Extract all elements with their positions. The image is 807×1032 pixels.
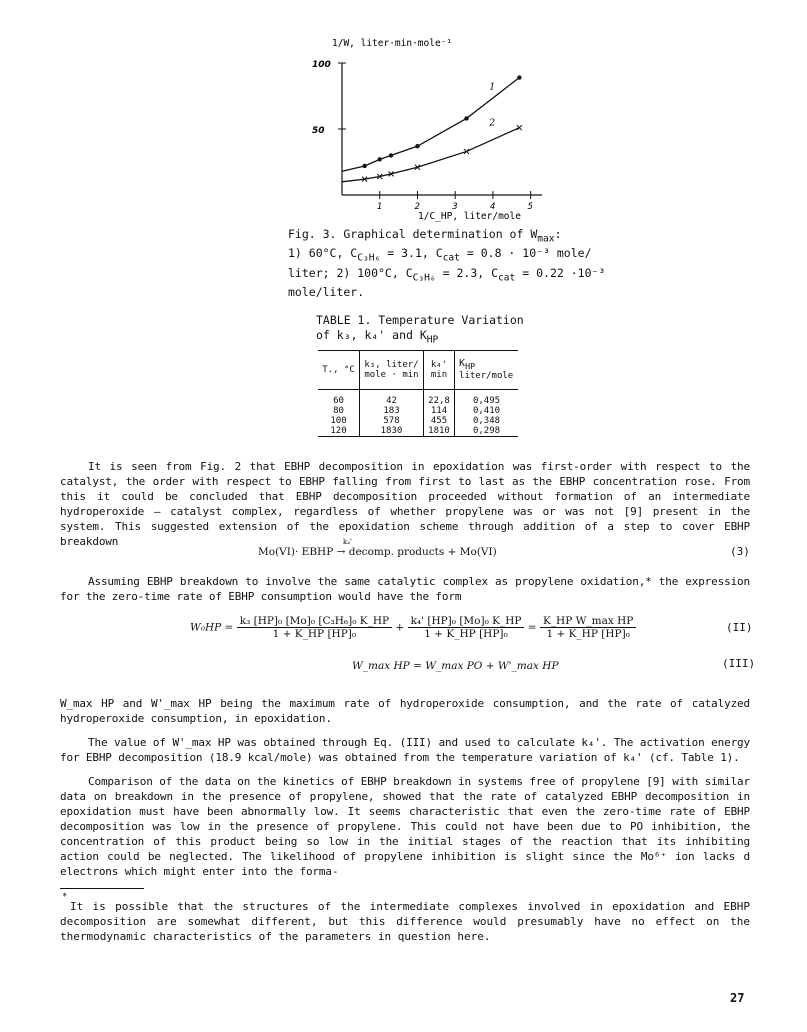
chart-plot-area: [312, 60, 542, 212]
series-1-point: [362, 164, 366, 168]
series-1-point: [464, 116, 468, 120]
table-header-k3: [360, 351, 424, 390]
equation-III-number: (III): [722, 657, 756, 670]
figure-3-chart: [290, 30, 550, 225]
equation-III: W_max HP = W_max PO + W'_max HP: [352, 660, 559, 672]
table-header-k3-line2: mole · min: [364, 370, 419, 380]
table-header-k3-line1: k₃, liter/: [364, 360, 419, 370]
series-1-point: [389, 153, 393, 157]
equation-3-rate-constant: [343, 538, 352, 546]
series-1-point: [378, 157, 382, 161]
table-header-khp-k: K: [459, 358, 466, 369]
table-row: [318, 426, 518, 437]
table-cell: 100: [318, 416, 360, 426]
table-cell: 1810: [423, 426, 454, 437]
figure-caption: [288, 227, 608, 300]
x-tick-label-4: 4: [489, 202, 496, 212]
paragraph-4: [60, 735, 750, 765]
caption-sub-cat-b: cat: [498, 271, 516, 283]
caption-line-3: liter; 2) 100°C, C: [288, 265, 413, 280]
paragraph-2: [60, 574, 750, 604]
equation-3-k-label: k₄': [343, 538, 352, 546]
caption-sub-c3h6-a: C₃H₆: [357, 252, 381, 264]
table-header-k4-line2: min: [430, 370, 448, 380]
footnote-marker: *: [62, 892, 68, 902]
equation-II-fraction-2: [408, 615, 525, 640]
table-header-k4-line1: k₄': [430, 360, 448, 370]
series-1-point: [415, 144, 419, 148]
caption-line-2-end: = 0.8 · 10⁻³ mole/: [459, 246, 592, 261]
equation-II-fraction-1: [237, 615, 392, 640]
paragraph-3-text: W_max HP and W'_max HP being the maximum rate of hydroperoxide consumption, and the rate of catalyzed hydroperoxide consumption, in epoxidation.: [60, 697, 750, 725]
series-label-1: 1: [489, 82, 496, 93]
x-tick-label-1: 1: [376, 202, 383, 212]
caption-line-2: 1) 60°C, C: [288, 246, 358, 261]
table-cell: 578: [360, 416, 424, 426]
caption-line-3-end: = 0.22 ·10⁻³: [515, 265, 606, 280]
equation-II-f1-den: 1 + K_HP [HP]₀: [272, 628, 357, 640]
caption-line-2-rest: = 3.1, C: [380, 246, 443, 261]
table-header-khp-sub: HP: [465, 361, 476, 371]
page-number: 27: [730, 991, 745, 1005]
y-axis-label: 1/W, liter·min·mole⁻¹: [332, 38, 453, 49]
table-cell: 0,298: [472, 426, 501, 436]
table-header-khp: [455, 351, 518, 390]
x-tick-label-3: 3: [452, 202, 458, 212]
table-body: [318, 390, 518, 437]
footnote-divider: [60, 888, 144, 889]
paragraph-2-text: Assuming EBHP breakdown to involve the same catalytic complex as propylene oxidation,* the expression for the zero-time rate of EBHP consumption would have the form: [60, 575, 750, 603]
paragraph-5: [60, 774, 750, 879]
table-row: [318, 416, 518, 426]
table-1: [318, 350, 518, 437]
y-tick-label-100: 100: [312, 60, 331, 70]
table-title-line1: TABLE 1. Temperature Variation: [316, 313, 524, 327]
equation-3-text: Mo(VI)· EBHP → decomp. products + Mo(VI): [258, 546, 497, 558]
caption-sub-max: max: [537, 233, 555, 245]
table-title: [316, 313, 576, 347]
series-label-2: 2: [489, 118, 496, 129]
table-cell: 80: [318, 406, 360, 416]
equation-II-f3-den: 1 + K_HP [HP]₀: [546, 628, 630, 640]
footnote: [60, 899, 750, 944]
caption-sub-c3h6-b: C₃H₆: [412, 271, 436, 283]
table-cell: 1830: [360, 426, 424, 437]
equation-II-f1-num: k₃ [HP]₀ [Mo]₀ [C₃H₆]₀ K_HP: [237, 615, 392, 628]
table-cell: 0,348: [472, 416, 501, 426]
caption-line-3-rest: = 2.3, C: [435, 265, 499, 280]
paragraph-4-text: The value of W'_max HP was obtained through Eq. (III) and used to calculate k₄'. The activation energy for EBHP decomposition (18.9 kcal/mole) was obtained from the temperature variation of k₄' (cf. Table 1).: [60, 736, 750, 764]
caption-colon: :: [554, 227, 562, 241]
equation-II-number: (II): [726, 621, 753, 634]
table-header-temp: T., °C: [318, 351, 360, 390]
table-cell: 60: [318, 390, 360, 407]
table-title-sub: HP: [426, 334, 439, 346]
paragraph-1-text: It is seen from Fig. 2 that EBHP decomposition in epoxidation was first-order with respect to the catalyst, the order with respect to EBHP falling from first to last as the EBHP concentration rose. From this it could be concluded that EBHP decomposition proceeded without formation of an intermediate hydroperoxide – catalyst complex, regardless of whether propylene was or was not [9] present in the system. This suggested extension of the epoxidation scheme through addition of a step to cover EBHP breakdown: [60, 460, 750, 548]
footnote-text: It is possible that the structures of the intermediate complexes involved in epoxidation and EBHP decomposition are somewhat different, but this difference would presumably have no effect on the thermodynamic characteristics of the parameters in question here.: [60, 900, 750, 943]
caption-line-1: Fig. 3. Graphical determination of W: [288, 227, 538, 241]
table-cell: 455: [423, 416, 454, 426]
x-tick-label-5: 5: [527, 202, 534, 212]
equation-II-plus: +: [395, 621, 405, 634]
table-cell: 22,8: [423, 390, 454, 407]
x-tick-label-2: 2: [414, 202, 420, 212]
equation-II-f3-num: K_HP W_max HP: [540, 615, 636, 628]
equation-II-f2-num: k₄' [HP]₀ [Mo]₀ K_HP: [408, 615, 525, 628]
table-cell: 42: [360, 390, 424, 407]
table-cell: 0,495: [472, 396, 501, 406]
equation-II-lhs: W₀HP =: [190, 621, 234, 634]
equation-3: [258, 546, 497, 558]
equation-II-f2-den: 1 + K_HP [HP]₀: [424, 628, 508, 640]
paragraph-5-text: Comparison of the data on the kinetics of EBHP breakdown in systems free of propylene [9] with similar data on breakdown in the presence of propylene, showed that the rate of catalyzed EBHP decomposition in epoxidation must have been abnormally low. It seems characteristic that even the zero-time rate of EBHP decomposition was low in the presence of propylene. This could not have been due to PO inhibition, the concentration of this product being so low in the initial stages of the reaction that its inhibiting action could be neglected. The likelihood of propylene inhibition is slight since the Mo⁶⁺ ion lacks d electrons which might enter into the forma-: [60, 775, 750, 878]
table-cell: 0,410: [472, 406, 501, 416]
equation-II: [190, 615, 636, 640]
table-title-line2: of k₃, k₄' and K: [316, 328, 427, 342]
equation-3-number: (3): [730, 545, 750, 558]
table-header-k4: [423, 351, 454, 390]
table-row: [318, 390, 518, 407]
table-cell: 183: [360, 406, 424, 416]
caption-sub-cat-a: cat: [442, 252, 460, 264]
series-1-point: [517, 75, 521, 79]
table-cell: 120: [318, 426, 360, 437]
table-row: [318, 406, 518, 416]
series-2-point: [517, 125, 522, 130]
equation-II-equals: =: [527, 621, 537, 634]
table-cell: 114: [423, 406, 454, 416]
paragraph-1: [60, 459, 750, 549]
table-header-khp-unit: liter/mole: [459, 371, 514, 381]
series-2-line: [342, 128, 519, 182]
paragraph-3: [60, 696, 750, 726]
x-axis-label: 1/C_HP, liter/mole: [418, 211, 521, 222]
equation-II-fraction-3: [540, 615, 636, 640]
y-tick-label-50: 50: [312, 126, 325, 136]
caption-line-4: mole/liter.: [288, 284, 365, 299]
